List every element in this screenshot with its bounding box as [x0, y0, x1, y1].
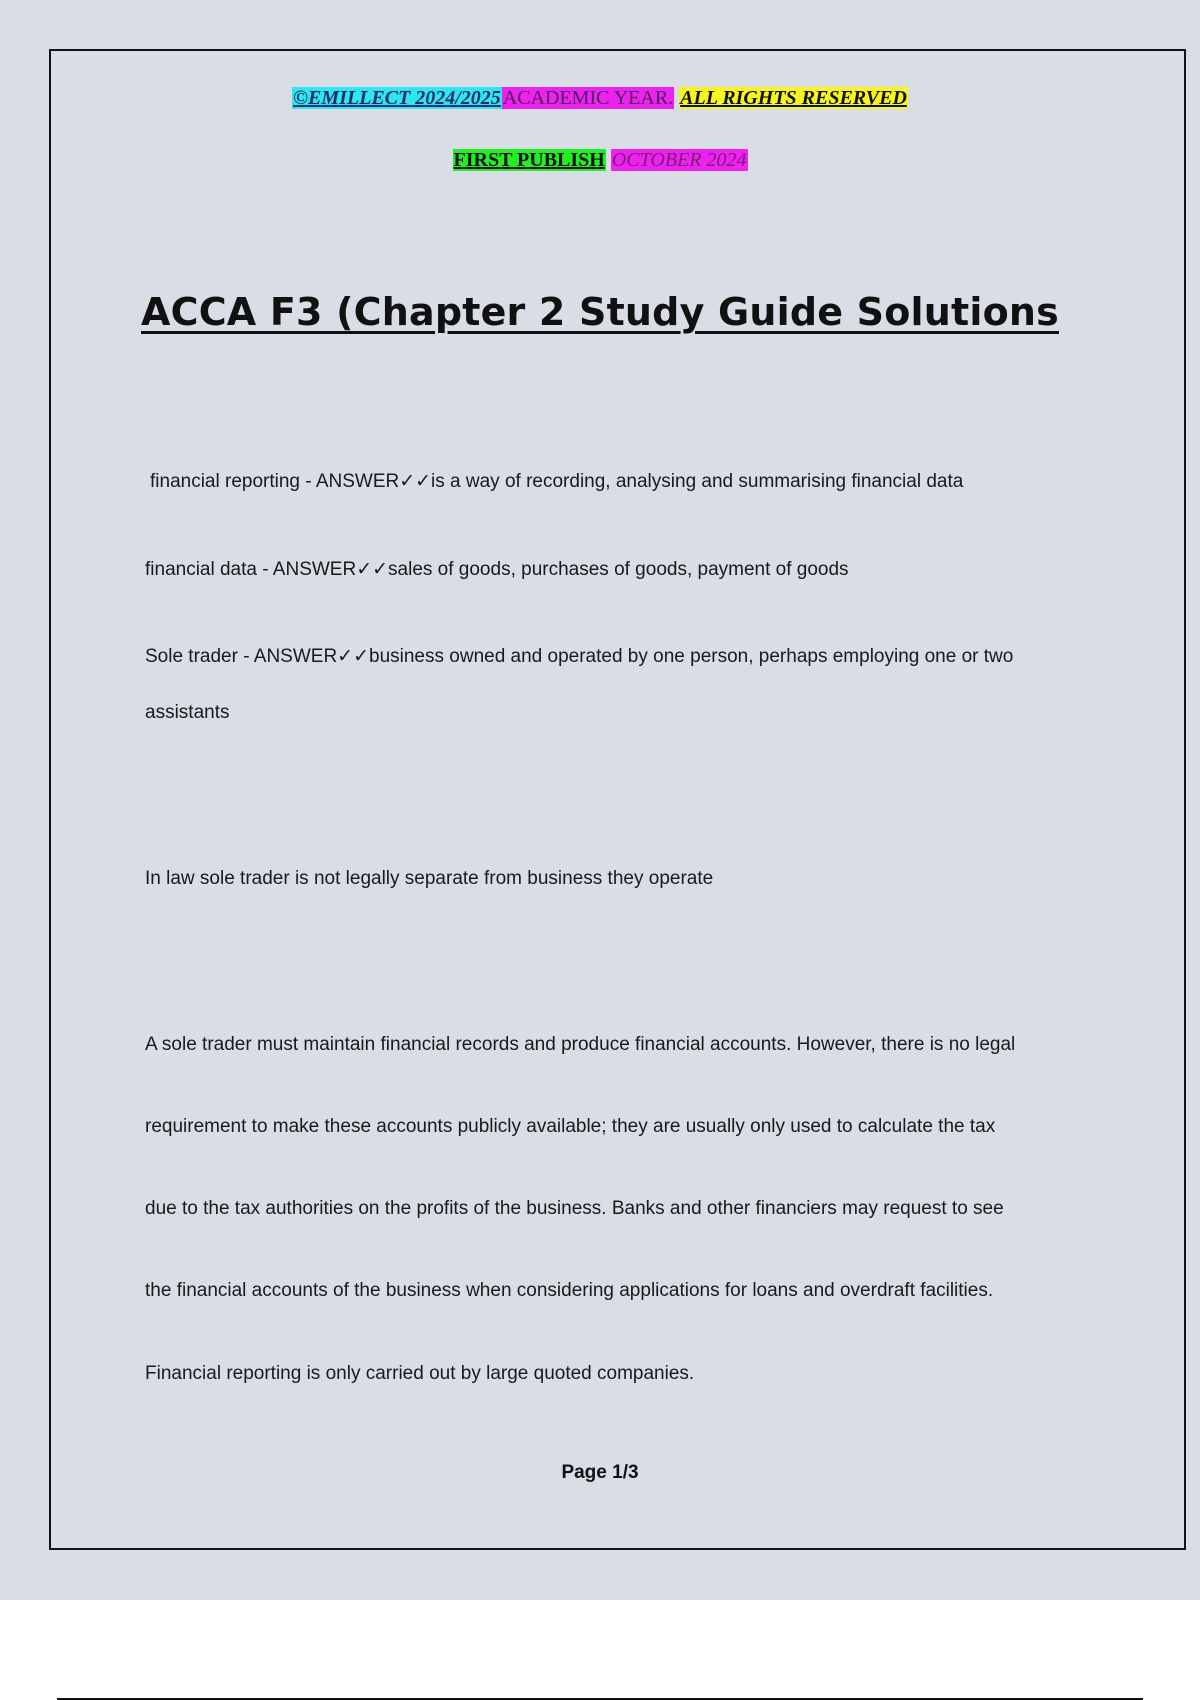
page-border	[49, 49, 1186, 1550]
document-title: ACCA F3 (Chapter 2 Study Guide Solutions	[141, 290, 1059, 334]
publish-date-label: OCTOBER 2024	[611, 149, 747, 171]
entry-records-line-2: requirement to make these accounts publicly available; they are usually only used to calculate the tax	[145, 1116, 996, 1137]
entry-quoted-companies: Financial reporting is only carried out by large quoted companies.	[145, 1363, 695, 1384]
entry-sole-trader-line-1: Sole trader - ANSWER✓✓business owned and operated by one person, perhaps employing one or two	[145, 646, 1014, 667]
entry-records-line-4: the financial accounts of the business when considering applications for loans and overdraft facilities.	[145, 1280, 994, 1301]
page-number: Page 1/3	[561, 1462, 639, 1483]
entry-sole-trader-line-2: assistants	[145, 702, 230, 723]
header-publish-line	[0, 148, 1200, 172]
header-copyright-line	[0, 86, 1200, 110]
entry-records-line-3: due to the tax authorities on the profits of the business. Banks and other financiers may request to see	[145, 1198, 1004, 1219]
entry-financial-data: financial data - ANSWER✓✓sales of goods, purchases of goods, payment of goods	[145, 559, 849, 580]
academic-year-label: ACADEMIC YEAR.	[502, 87, 674, 109]
first-publish-label: FIRST PUBLISH	[453, 149, 605, 171]
entry-records-line-1: A sole trader must maintain financial records and produce financial accounts. However, there is no legal	[145, 1034, 1016, 1055]
copyright-label: ©EMILLECT 2024/2025	[293, 87, 501, 109]
entry-legal-separation: In law sole trader is not legally separate from business they operate	[145, 868, 714, 889]
entry-financial-reporting: financial reporting - ANSWER✓✓is a way of recording, analysing and summarising financial data	[150, 471, 964, 492]
rights-label: ALL RIGHTS RESERVED	[680, 87, 907, 109]
